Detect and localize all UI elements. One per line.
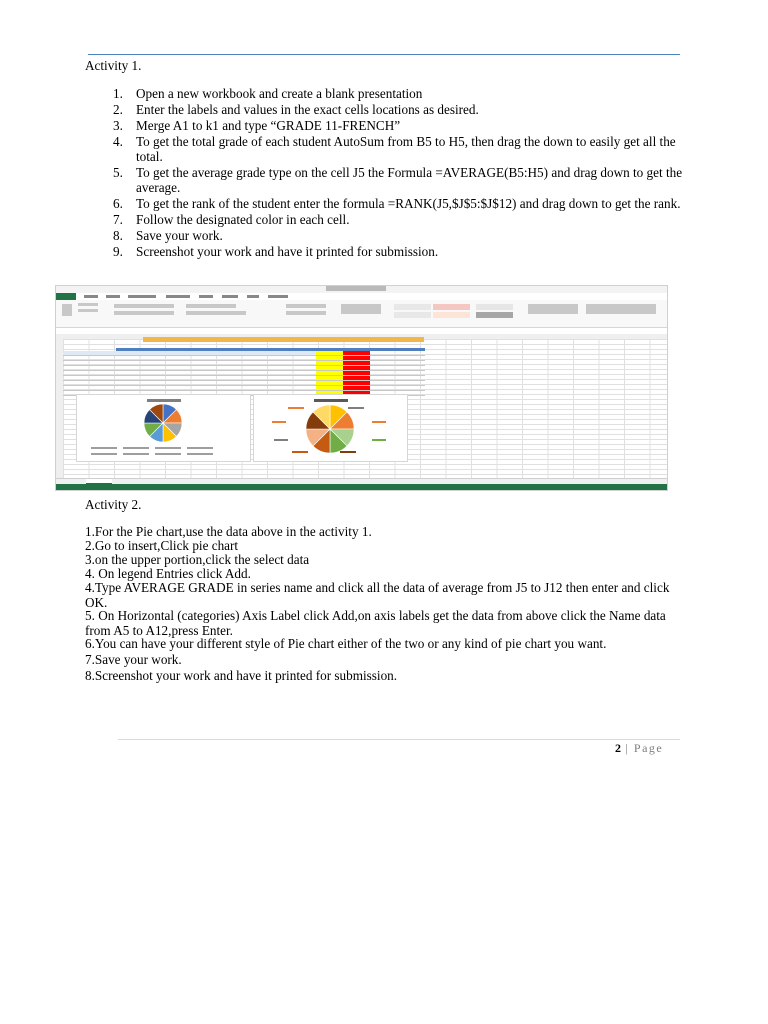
pie-left-title-mark bbox=[147, 399, 181, 402]
step-text: Open a new workbook and create a blank presentation bbox=[136, 86, 423, 101]
step-item bbox=[113, 196, 683, 211]
footer-rule bbox=[118, 739, 680, 740]
activity2-line: 4. On legend Entries click Add. bbox=[85, 566, 251, 581]
pie-right-slices bbox=[306, 405, 354, 453]
pie-chart-right bbox=[253, 394, 408, 462]
step-number: 3. bbox=[113, 118, 123, 133]
excel-status-bar bbox=[56, 484, 667, 491]
step-item bbox=[113, 86, 683, 101]
step-text: Screenshot your work and have it printed for submission. bbox=[136, 244, 439, 259]
step-number: 8. bbox=[113, 228, 123, 243]
step-text: Merge A1 to k1 and type “GRADE 11-FRENCH” bbox=[136, 118, 401, 133]
excel-ribbon bbox=[56, 300, 667, 328]
activity2-line: 8.Screenshot your work and have it printed for submission. bbox=[85, 668, 398, 683]
activity2-line: 4.Type AVERAGE GRADE in series name and click all the data of average from J5 to J12 then enter and click OK. bbox=[85, 580, 670, 610]
step-item bbox=[113, 118, 683, 133]
pie-chart-left bbox=[76, 394, 251, 462]
activity1-steps bbox=[113, 86, 683, 260]
step-item bbox=[113, 165, 683, 195]
step-text: Enter the labels and values in the exact cells locations as desired. bbox=[136, 102, 479, 117]
step-item bbox=[113, 102, 683, 117]
activity2-line: 1.For the Pie chart,use the data above in the activity 1. bbox=[85, 524, 372, 539]
excel-title-bar bbox=[56, 286, 667, 293]
page-number: 2 bbox=[615, 741, 621, 755]
page-footer bbox=[615, 741, 663, 755]
page-separator: | bbox=[621, 741, 634, 755]
pie-right-svg bbox=[254, 395, 407, 461]
step-number: 4. bbox=[113, 134, 123, 149]
step-number: 2. bbox=[113, 102, 123, 117]
pie-right-title-mark bbox=[314, 399, 348, 402]
step-text: To get the rank of the student enter the formula =RANK(J5,$J$5:$J$12) and drag down to get the rank. bbox=[136, 196, 681, 211]
activity2-line: 3.on the upper portion,click the select data bbox=[85, 552, 310, 567]
step-item bbox=[113, 134, 683, 164]
excel-file-tab bbox=[56, 293, 76, 300]
page-word: Page bbox=[633, 741, 664, 755]
step-number: 7. bbox=[113, 212, 123, 227]
step-number: 6. bbox=[113, 196, 123, 211]
step-text: Save your work. bbox=[136, 228, 223, 243]
step-item bbox=[113, 228, 683, 243]
step-number: 9. bbox=[113, 244, 123, 259]
step-number: 1. bbox=[113, 86, 123, 101]
pie-left-legend bbox=[91, 447, 213, 455]
activity2-line: 6.You can have your different style of Pie chart either of the two or any kind of pie chart you want. bbox=[85, 636, 607, 651]
step-text: To get the total grade of each student AutoSum from B5 to H5, then drag the down to easily get all the total. bbox=[136, 134, 676, 164]
step-number: 5. bbox=[113, 165, 123, 180]
pie-left-slices bbox=[144, 404, 182, 442]
grades-table bbox=[63, 351, 425, 396]
activity2-line: 5. On Horizontal (categories) Axis Label click Add,on axis labels get the data from above click the Name data from A5 to A12,press Enter. bbox=[85, 608, 666, 638]
header-rule bbox=[88, 54, 680, 55]
step-item bbox=[113, 244, 683, 259]
excel-ribbon-tabs bbox=[56, 293, 667, 300]
activity2-heading: Activity 2. bbox=[85, 497, 142, 512]
step-item bbox=[113, 212, 683, 227]
activity1-heading: Activity 1. bbox=[85, 58, 142, 73]
grade-banner bbox=[143, 337, 424, 342]
pie-left-svg bbox=[77, 395, 250, 461]
excel-screenshot bbox=[55, 285, 668, 491]
activity2-line: 7.Save your work. bbox=[85, 652, 182, 667]
step-text: Follow the designated color in each cell. bbox=[136, 212, 350, 227]
activity2-line: 2.Go to insert,Click pie chart bbox=[85, 538, 239, 553]
step-text: To get the average grade type on the cell J5 the Formula =AVERAGE(B5:H5) and drag down to get the average. bbox=[136, 165, 683, 195]
